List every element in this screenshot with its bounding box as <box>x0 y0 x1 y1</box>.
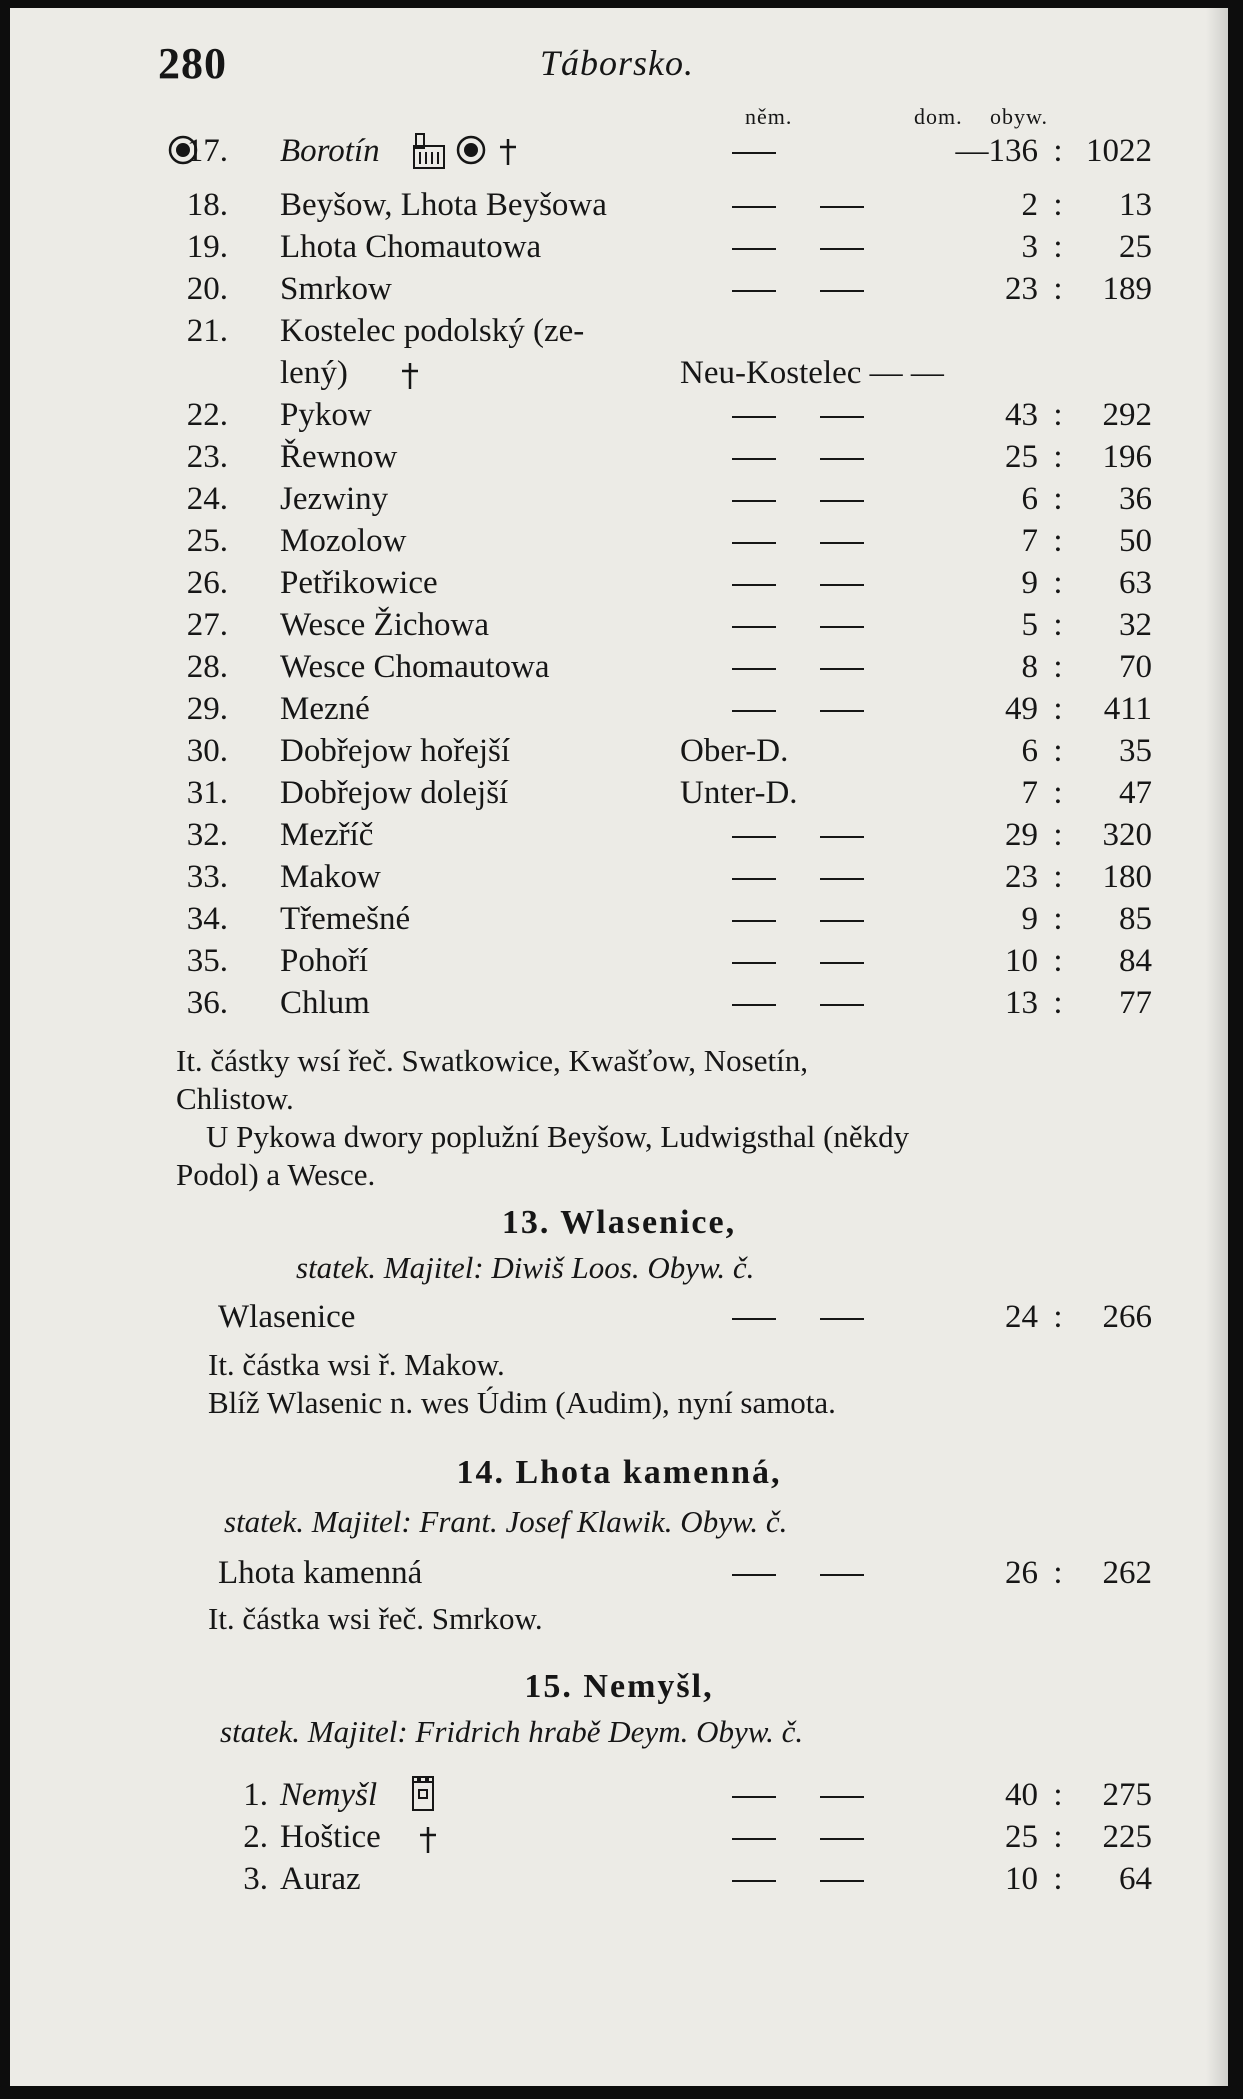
obyw-value: 225 <box>1102 1819 1152 1855</box>
nem-dash <box>820 1552 864 1576</box>
dom-value: 3 <box>1021 229 1038 265</box>
column-header-dom: dom. <box>914 104 963 129</box>
row-name: Smrkow <box>280 271 392 307</box>
row-name: Pohoří <box>280 943 369 979</box>
table-row <box>10 982 1228 1024</box>
row-name: Kostelec podolský (ze- <box>280 313 585 349</box>
column-header-obyw: obyw. <box>990 104 1048 129</box>
note-line: It. částky wsí řeč. Swatkowice, Kwašťow, Nosetín, <box>176 1043 808 1078</box>
ratio-separator: : <box>1053 1819 1063 1855</box>
ratio-separator: : <box>1053 691 1063 727</box>
owner-line: statek. Majitel: Fridrich hrabě Deym. Obyw. č. <box>220 1714 804 1749</box>
row-number: 17. <box>186 133 228 169</box>
running-title: Táborsko. <box>540 43 695 83</box>
nem-dash <box>820 394 864 418</box>
row-number: 30. <box>186 733 228 769</box>
dom-value: 7 <box>1021 775 1038 811</box>
german-name: Neu-Kostelec — — <box>680 355 944 391</box>
row-number: 2. <box>243 1819 268 1855</box>
german-name: Ober-D. <box>680 733 789 769</box>
row-name: Wesce Žichowa <box>280 607 489 643</box>
obyw-value: 320 <box>1102 817 1152 853</box>
ratio-separator: : <box>1053 1299 1063 1335</box>
row-number: 21. <box>186 313 228 349</box>
nem-dash <box>732 436 776 460</box>
dom-value: 25 <box>1005 1819 1038 1855</box>
nem-dash <box>732 1552 776 1576</box>
nem-dash <box>732 898 776 922</box>
dom-value: 23 <box>1005 859 1038 895</box>
nem-dash <box>732 520 776 544</box>
row-number: 3. <box>243 1861 268 1897</box>
row-number: 24. <box>186 481 228 517</box>
row-name: Chlum <box>280 985 370 1021</box>
nem-dash <box>732 1296 776 1320</box>
nem-dash <box>732 1858 776 1882</box>
row-number: 28. <box>186 649 228 685</box>
nem-dash <box>820 898 864 922</box>
obyw-value: 196 <box>1102 439 1152 475</box>
nem-dash <box>732 940 776 964</box>
ratio-separator: : <box>1053 943 1063 979</box>
nem-dash <box>820 268 864 292</box>
ratio-separator: : <box>1053 1777 1063 1813</box>
ratio-separator: : <box>1053 649 1063 685</box>
obyw-value: 292 <box>1102 397 1152 433</box>
dom-value: 8 <box>1021 649 1038 685</box>
target-icon <box>456 134 486 176</box>
row-name: Beyšow, Lhota Beyšowa <box>280 187 607 223</box>
nem-dash <box>732 646 776 670</box>
row-number: 34. <box>186 901 228 937</box>
row-number: 26. <box>186 565 228 601</box>
row-number: 36. <box>186 985 228 1021</box>
obyw-value: 266 <box>1102 1299 1152 1335</box>
note-line: It. částka wsi řeč. Smrkow. <box>208 1601 543 1636</box>
table-row <box>10 562 1228 604</box>
row-name: Mezné <box>280 691 370 727</box>
dom-value: 10 <box>1005 943 1038 979</box>
german-name: Unter-D. <box>680 775 798 811</box>
nem-dash <box>732 604 776 628</box>
nem-dash <box>820 520 864 544</box>
row-number: 19. <box>186 229 228 265</box>
table-row <box>10 1816 1228 1858</box>
obyw-value: 63 <box>1119 565 1152 601</box>
row-number: 33. <box>186 859 228 895</box>
nem-dash <box>732 814 776 838</box>
nem-dash <box>820 814 864 838</box>
dom-value: 23 <box>1005 271 1038 307</box>
section-heading: 13. Wlasenice, <box>501 1204 737 1241</box>
nem-dash <box>732 688 776 712</box>
obyw-value: 275 <box>1102 1777 1152 1813</box>
ratio-separator: : <box>1053 187 1063 223</box>
dom-value: 29 <box>1005 817 1038 853</box>
row-number: 29. <box>186 691 228 727</box>
row-name: Lhota kamenná <box>218 1555 423 1591</box>
obyw-value: 84 <box>1119 943 1152 979</box>
nem-dash <box>820 226 864 250</box>
nem-dash <box>732 562 776 586</box>
obyw-value: 1022 <box>1086 133 1152 169</box>
obyw-value: 70 <box>1119 649 1152 685</box>
ratio-separator: : <box>1053 133 1063 169</box>
table-row <box>10 814 1228 856</box>
ratio-separator: : <box>1053 733 1063 769</box>
obyw-value: 85 <box>1119 901 1152 937</box>
table-row <box>10 856 1228 898</box>
row-number: 32. <box>186 817 228 853</box>
obyw-value: 262 <box>1102 1555 1152 1591</box>
dom-value: 43 <box>1005 397 1038 433</box>
dom-value: 9 <box>1021 901 1038 937</box>
note-line: U Pykowa dwory poplužní Beyšow, Ludwigsthal (někdy <box>206 1119 910 1154</box>
row-number: 18. <box>186 187 228 223</box>
table-row <box>10 898 1228 940</box>
dom-value: 13 <box>1005 985 1038 1021</box>
table-row <box>10 130 1228 172</box>
nem-dash <box>820 982 864 1006</box>
nem-dash <box>820 646 864 670</box>
nem-dash <box>820 1296 864 1320</box>
row-name-continuation: lený) <box>280 355 348 391</box>
row-number: 25. <box>186 523 228 559</box>
row-number: 22. <box>186 397 228 433</box>
section-heading: 15. Nemyšl, <box>524 1668 714 1705</box>
row-number: 23. <box>186 439 228 475</box>
table-row <box>10 688 1228 730</box>
dom-value: 7 <box>1021 523 1038 559</box>
nem-dash <box>820 184 864 208</box>
ratio-separator: : <box>1053 565 1063 601</box>
table-row <box>10 1296 1228 1338</box>
note-line: Podol) a Wesce. <box>176 1157 376 1192</box>
table-row <box>10 1774 1228 1816</box>
ratio-separator: : <box>1053 439 1063 475</box>
nem-dash <box>732 982 776 1006</box>
obyw-value: 64 <box>1119 1861 1152 1897</box>
nem-dash <box>820 940 864 964</box>
nem-dash <box>820 1774 864 1798</box>
table-row <box>10 730 1228 772</box>
table-row <box>10 310 1228 352</box>
table-row <box>10 940 1228 982</box>
dom-value: 40 <box>1005 1777 1038 1813</box>
row-number: 20. <box>186 271 228 307</box>
nem-dash <box>732 856 776 880</box>
ratio-separator: : <box>1053 901 1063 937</box>
obyw-value: 13 <box>1119 187 1152 223</box>
table-row <box>10 604 1228 646</box>
obyw-value: 32 <box>1119 607 1152 643</box>
owner-line: statek. Majitel: Diwiš Loos. Obyw. č. <box>296 1250 755 1285</box>
ratio-separator: : <box>1053 271 1063 307</box>
dom-value: 9 <box>1021 565 1038 601</box>
row-name: Wlasenice <box>218 1299 356 1335</box>
row-name: Mozolow <box>280 523 407 559</box>
nem-dash <box>820 1816 864 1840</box>
table-row <box>10 268 1228 310</box>
dom-value: 25 <box>1005 439 1038 475</box>
row-name: Borotín <box>280 133 380 169</box>
ratio-separator: : <box>1053 523 1063 559</box>
row-name: Třemešné <box>280 901 411 937</box>
nem-dash <box>732 1774 776 1798</box>
nem-dash <box>820 856 864 880</box>
row-name: Petřikowice <box>280 565 438 601</box>
nem-dash <box>820 436 864 460</box>
ratio-separator: : <box>1053 1555 1063 1591</box>
ratio-separator: : <box>1053 481 1063 517</box>
obyw-value: 25 <box>1119 229 1152 265</box>
dom-value: 24 <box>1005 1299 1038 1335</box>
table-row <box>10 436 1228 478</box>
row-name: Lhota Chomautowa <box>280 229 542 265</box>
table-row <box>10 226 1228 268</box>
obyw-value: 50 <box>1119 523 1152 559</box>
table-row <box>10 394 1228 436</box>
table-row <box>10 520 1228 562</box>
table-row <box>10 184 1228 226</box>
nem-dash <box>732 226 776 250</box>
nem-dash <box>820 604 864 628</box>
ratio-separator: : <box>1053 985 1063 1021</box>
dom-value: 2 <box>1021 187 1038 223</box>
ratio-separator: : <box>1053 1861 1063 1897</box>
ratio-separator: : <box>1053 397 1063 433</box>
table-row-continuation <box>10 352 1228 394</box>
dom-value: —136 <box>955 133 1038 169</box>
owner-line: statek. Majitel: Frant. Josef Klawik. Obyw. č. <box>224 1504 788 1539</box>
row-number: 35. <box>186 943 228 979</box>
obyw-value: 180 <box>1102 859 1152 895</box>
dom-value: 26 <box>1005 1555 1038 1591</box>
table-row <box>10 772 1228 814</box>
note-line: It. částka wsi ř. Makow. <box>208 1347 505 1382</box>
table-row <box>10 1858 1228 1900</box>
row-name: Wesce Chomautowa <box>280 649 550 685</box>
section-heading: 14. Lhota kamenná, <box>456 1454 782 1491</box>
obyw-value: 35 <box>1119 733 1152 769</box>
dom-value: 5 <box>1021 607 1038 643</box>
ratio-separator: : <box>1053 817 1063 853</box>
row-name: Jezwiny <box>280 481 389 517</box>
row-name: Auraz <box>280 1861 361 1897</box>
table-row <box>10 478 1228 520</box>
row-name: Mezříč <box>280 817 374 853</box>
nem-dash <box>732 184 776 208</box>
row-name: Hoštice <box>280 1819 381 1855</box>
cross-icon <box>498 136 518 178</box>
table-row <box>10 1552 1228 1594</box>
dom-value: 6 <box>1021 481 1038 517</box>
page-number: 280 <box>158 39 227 88</box>
row-number: 27. <box>186 607 228 643</box>
nem-dash <box>820 478 864 502</box>
obyw-value: 411 <box>1103 691 1152 727</box>
row-name: Nemyšl <box>280 1777 378 1813</box>
column-header-nem: něm. <box>745 104 793 129</box>
ratio-separator: : <box>1053 229 1063 265</box>
ratio-separator: : <box>1053 607 1063 643</box>
obyw-value: 36 <box>1119 481 1152 517</box>
note-line: Blíž Wlasenic n. wes Údim (Audim), nyní samota. <box>208 1385 836 1420</box>
row-number: 1. <box>243 1777 268 1813</box>
nem-dash <box>732 394 776 418</box>
row-name: Makow <box>280 859 381 895</box>
castle-icon <box>412 132 446 181</box>
page <box>10 8 1228 2086</box>
nem-dash <box>820 688 864 712</box>
note-line: Chlistow. <box>176 1081 294 1116</box>
dom-value: 49 <box>1005 691 1038 727</box>
row-number: 31. <box>186 775 228 811</box>
ratio-separator: : <box>1053 859 1063 895</box>
row-name: Dobřejow dolejší <box>280 775 509 811</box>
nem-dash <box>820 1858 864 1882</box>
nem-dash <box>732 478 776 502</box>
row-name: Dobřejow hořejší <box>280 733 511 769</box>
nem-dash <box>732 130 776 154</box>
ratio-separator: : <box>1053 775 1063 811</box>
obyw-value: 77 <box>1119 985 1152 1021</box>
nem-dash <box>732 268 776 292</box>
dom-value: 10 <box>1005 1861 1038 1897</box>
table-row <box>10 646 1228 688</box>
nem-dash <box>732 1816 776 1840</box>
dom-value: 6 <box>1021 733 1038 769</box>
obyw-value: 189 <box>1102 271 1152 307</box>
nem-dash <box>820 562 864 586</box>
row-name: Pykow <box>280 397 372 433</box>
obyw-value: 47 <box>1119 775 1152 811</box>
row-name: Řewnow <box>280 439 398 475</box>
